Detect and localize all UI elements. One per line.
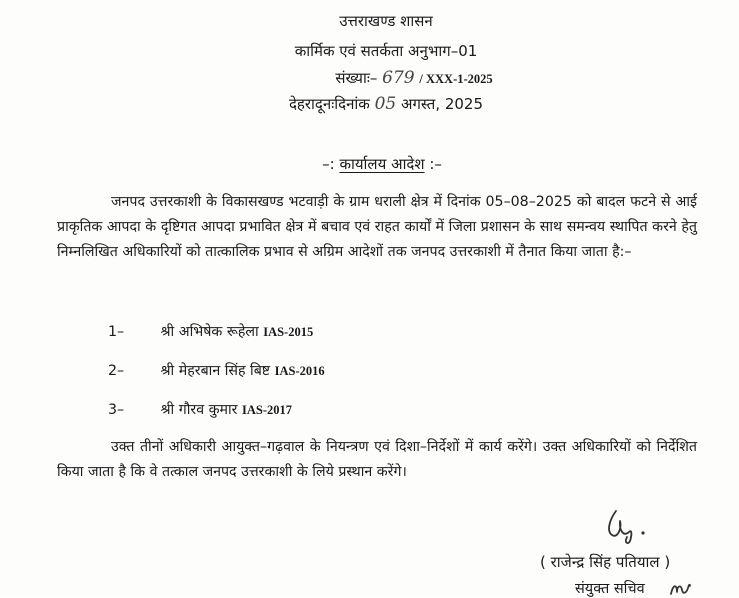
signatory-name: ( राजेन्द्र सिंह पतियाल ): [540, 553, 671, 571]
order-date-month-year: अगस्त, 2025: [401, 95, 484, 113]
officer-list-item: [108, 361, 325, 380]
order-date-prefix: देहरादूनःदिनांक: [288, 95, 370, 113]
order-title: [322, 154, 442, 174]
order-paragraph-1: जनपद उत्तरकाशी के विकासखण्ड भटवाड़ी के ग्राम धराली क्षेत्र में दिनांक 05–08–2025 को बादल फटने से आई प्राकृतिक आपदा के दृष्टिगत आपदा प्रभावित क्षेत्र में बचाव एवं राहत कार्यों में जिला प्रशासन के साथ समन्वय स्थापित करने हेतु निम्नलिखित अधिकारियों को तात्कालिक प्रभाव से अग्रिम आदेशों तक जनपद उत्तरकाशी में तैनात किया जाता है:–: [57, 194, 697, 260]
officer-number: 2–: [108, 363, 125, 379]
officer-list-item: [108, 322, 313, 341]
officer-name: श्री मेहरबान सिंह बिष्ट: [160, 363, 271, 379]
officer-service: IAS-2015: [263, 325, 314, 339]
order-title-prefix: –:: [322, 155, 335, 173]
order-paragraph-2: उक्त तीनों अधिकारी आयुक्त–गढ़वाल के नियन्त्रण एवं दिशा–निर्देशों में कार्य करेंगे। उक्त अधिकारियों को निर्देशित किया जाता है कि वे तत्काल जनपद उत्तरकाशी के लिये प्रस्थान करेंगे।: [57, 439, 697, 480]
order-number-label: संख्याः–: [335, 69, 378, 87]
order-date: [289, 94, 483, 114]
government-heading: उत्तराखण्ड शासन: [339, 12, 433, 30]
signature-mark: [602, 505, 654, 545]
officer-name: श्री गौरव कुमार: [160, 402, 238, 418]
officer-number: 1–: [108, 324, 125, 340]
order-number-handwritten: 679: [382, 68, 415, 88]
order-number-suffix: / XXX-1-2025: [419, 72, 493, 86]
order-date-day-handwritten: 05: [374, 94, 397, 114]
signature-initial-mark: [668, 578, 694, 598]
officer-service: IAS-2016: [274, 364, 325, 378]
officer-number: 3–: [108, 402, 125, 418]
order-number: [335, 68, 492, 88]
officer-list-item: [108, 400, 292, 419]
order-title-text: कार्यालय आदेश: [339, 155, 425, 173]
officer-name: श्री अभिषेक रूहेला: [160, 324, 259, 340]
signatory-designation: संयुक्त सचिव: [575, 581, 645, 597]
officer-service: IAS-2017: [241, 403, 292, 417]
order-title-suffix: :–: [429, 155, 442, 173]
department-heading: कार्मिक एवं सतर्कता अनुभाग–01: [294, 42, 478, 60]
